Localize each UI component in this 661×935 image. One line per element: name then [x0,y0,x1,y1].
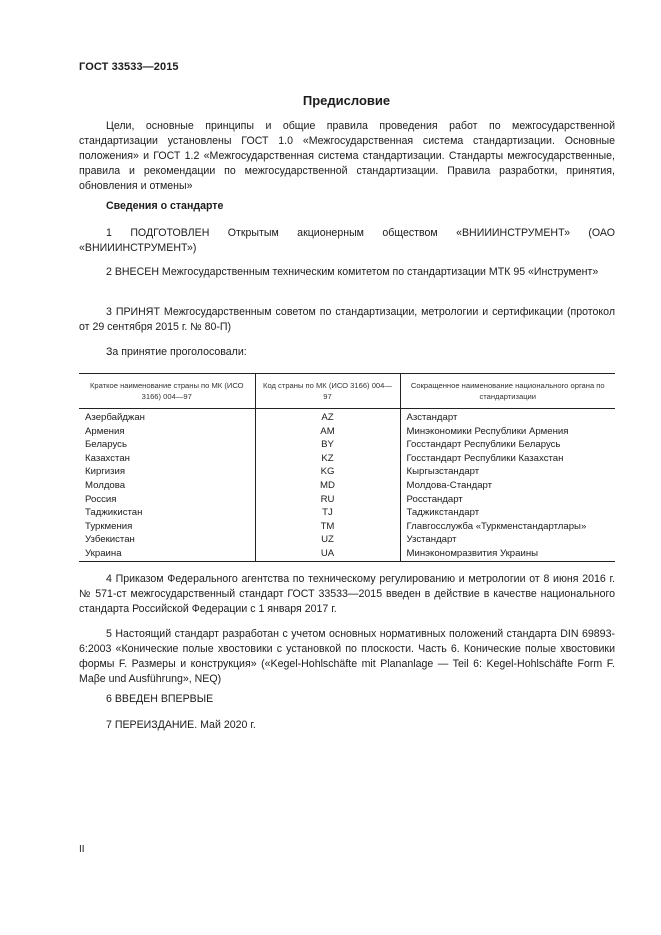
item-4-order: 4 Приказом Федерального агентства по техническому регулированию и метрологии от 8 июня 2016 г. № 571-ст межгосударственный стандарт ГОСТ 33533—2015 введен в действие в качестве национального стандарта Российской Федерации с 1 января 2017 г. [79,573,615,615]
country-name-cell: Казахстан [79,452,255,466]
standards-body-cell: Главгосслужба «Туркменстандартлары» [400,520,615,534]
item-7-reissue: 7 ПЕРЕИЗДАНИЕ. Май 2020 г. [106,719,256,731]
item-2-submitted: 2 ВНЕСЕН Межгосударственным техническим комитетом по стандартизации МТК 95 «Инструмент» [106,266,599,278]
standards-body-cell: Азстандарт [400,409,615,425]
standards-body-cell: Госстандарт Республики Казахстан [400,452,615,466]
table-row [79,547,615,561]
table-row [79,479,615,493]
table-row [79,452,615,466]
country-name-cell: Азербайджан [79,409,255,425]
voting-table [79,373,615,562]
page-title: Предисловие [302,93,391,108]
country-name-cell: Киргизия [79,465,255,479]
page-number: II [79,844,85,855]
table-row [79,506,615,520]
table-row [79,438,615,452]
item-5-basis: 5 Настоящий стандарт разработан с учетом основных нормативных положений стандарта DIN 69893-6:2003 «Конические полые хвостовики с установкой по плоскости. Часть 6. Конические полые хвостовики формы F. Размеры и конструкция» («Kegel-Hohlschäfte mit Plananlage — Teil 6: Kegel-Hohlschäfte Form F. Maβe und Ausführung», NEQ) [79,628,615,685]
table-row [79,465,615,479]
table-row [79,493,615,507]
table-row [79,533,615,547]
item-6-introduced: 6 ВВЕДЕН ВПЕРВЫЕ [106,693,214,705]
standards-body-cell: Узстандарт [400,533,615,547]
table-row [79,409,615,425]
country-name-cell: Туркмения [79,520,255,534]
standards-body-cell: Минэкономразвития Украины [400,547,615,561]
country-name-cell: Таджикистан [79,506,255,520]
country-name-cell: Беларусь [79,438,255,452]
country-name-cell: Россия [79,493,255,507]
country-code-cell: MD [255,479,400,493]
table-row [79,520,615,534]
country-name-cell: Украина [79,547,255,561]
country-name-cell: Молдова [79,479,255,493]
item-1-prepared: 1 ПОДГОТОВЛЕН Открытым акционерным обществом «ВНИИИНСТРУМЕНТ» (ОАО «ВНИИИНСТРУМЕНТ») [79,227,615,254]
header-standards-body: Сокращенное наименование национального органа по стандартизации [400,374,615,409]
standards-body-cell: Росстандарт [400,493,615,507]
header-country-name: Краткое наименование страны по МК (ИСО 3166) 004—97 [79,374,255,409]
item-3-adopted: 3 ПРИНЯТ Межгосударственным советом по стандартизации, метрологии и сертификации (протокол от 29 сентября 2015 г. № 80-П) [79,306,615,333]
country-code-cell: RU [255,493,400,507]
intro-paragraph: Цели, основные принципы и общие правила проведения работ по межгосударственной стандартизации установлены ГОСТ 1.0 «Межгосударственная система стандартизации. Основные положения» и ГОСТ 1.2 «Межгосударственная система стандартизации. Стандарты межгосударственные, правила и рекомендации по межгосударственной стандартизации. Правила разработки, принятия, обновления и отмены» [79,120,615,192]
info-heading: Сведения о стандарте [106,200,224,212]
standard-code: ГОСТ 33533—2015 [79,61,179,73]
voted-label: За принятие проголосовали: [106,346,247,358]
table-header-row [79,374,615,409]
standards-body-cell: Кыргызстандарт [400,465,615,479]
standards-body-cell: Госстандарт Республики Беларусь [400,438,615,452]
country-name-cell: Узбекистан [79,533,255,547]
country-code-cell: KG [255,465,400,479]
country-code-cell: TM [255,520,400,534]
table-row [79,425,615,439]
country-code-cell: TJ [255,506,400,520]
country-name-cell: Армения [79,425,255,439]
country-code-cell: UA [255,547,400,561]
country-code-cell: AM [255,425,400,439]
standards-body-cell: Минэкономики Республики Армения [400,425,615,439]
country-code-cell: AZ [255,409,400,425]
country-code-cell: KZ [255,452,400,466]
country-code-cell: BY [255,438,400,452]
country-code-cell: UZ [255,533,400,547]
standards-body-cell: Молдова-Стандарт [400,479,615,493]
standards-body-cell: Таджикстандарт [400,506,615,520]
header-country-code: Код страны по МК (ИСО 3166) 004—97 [255,374,400,409]
